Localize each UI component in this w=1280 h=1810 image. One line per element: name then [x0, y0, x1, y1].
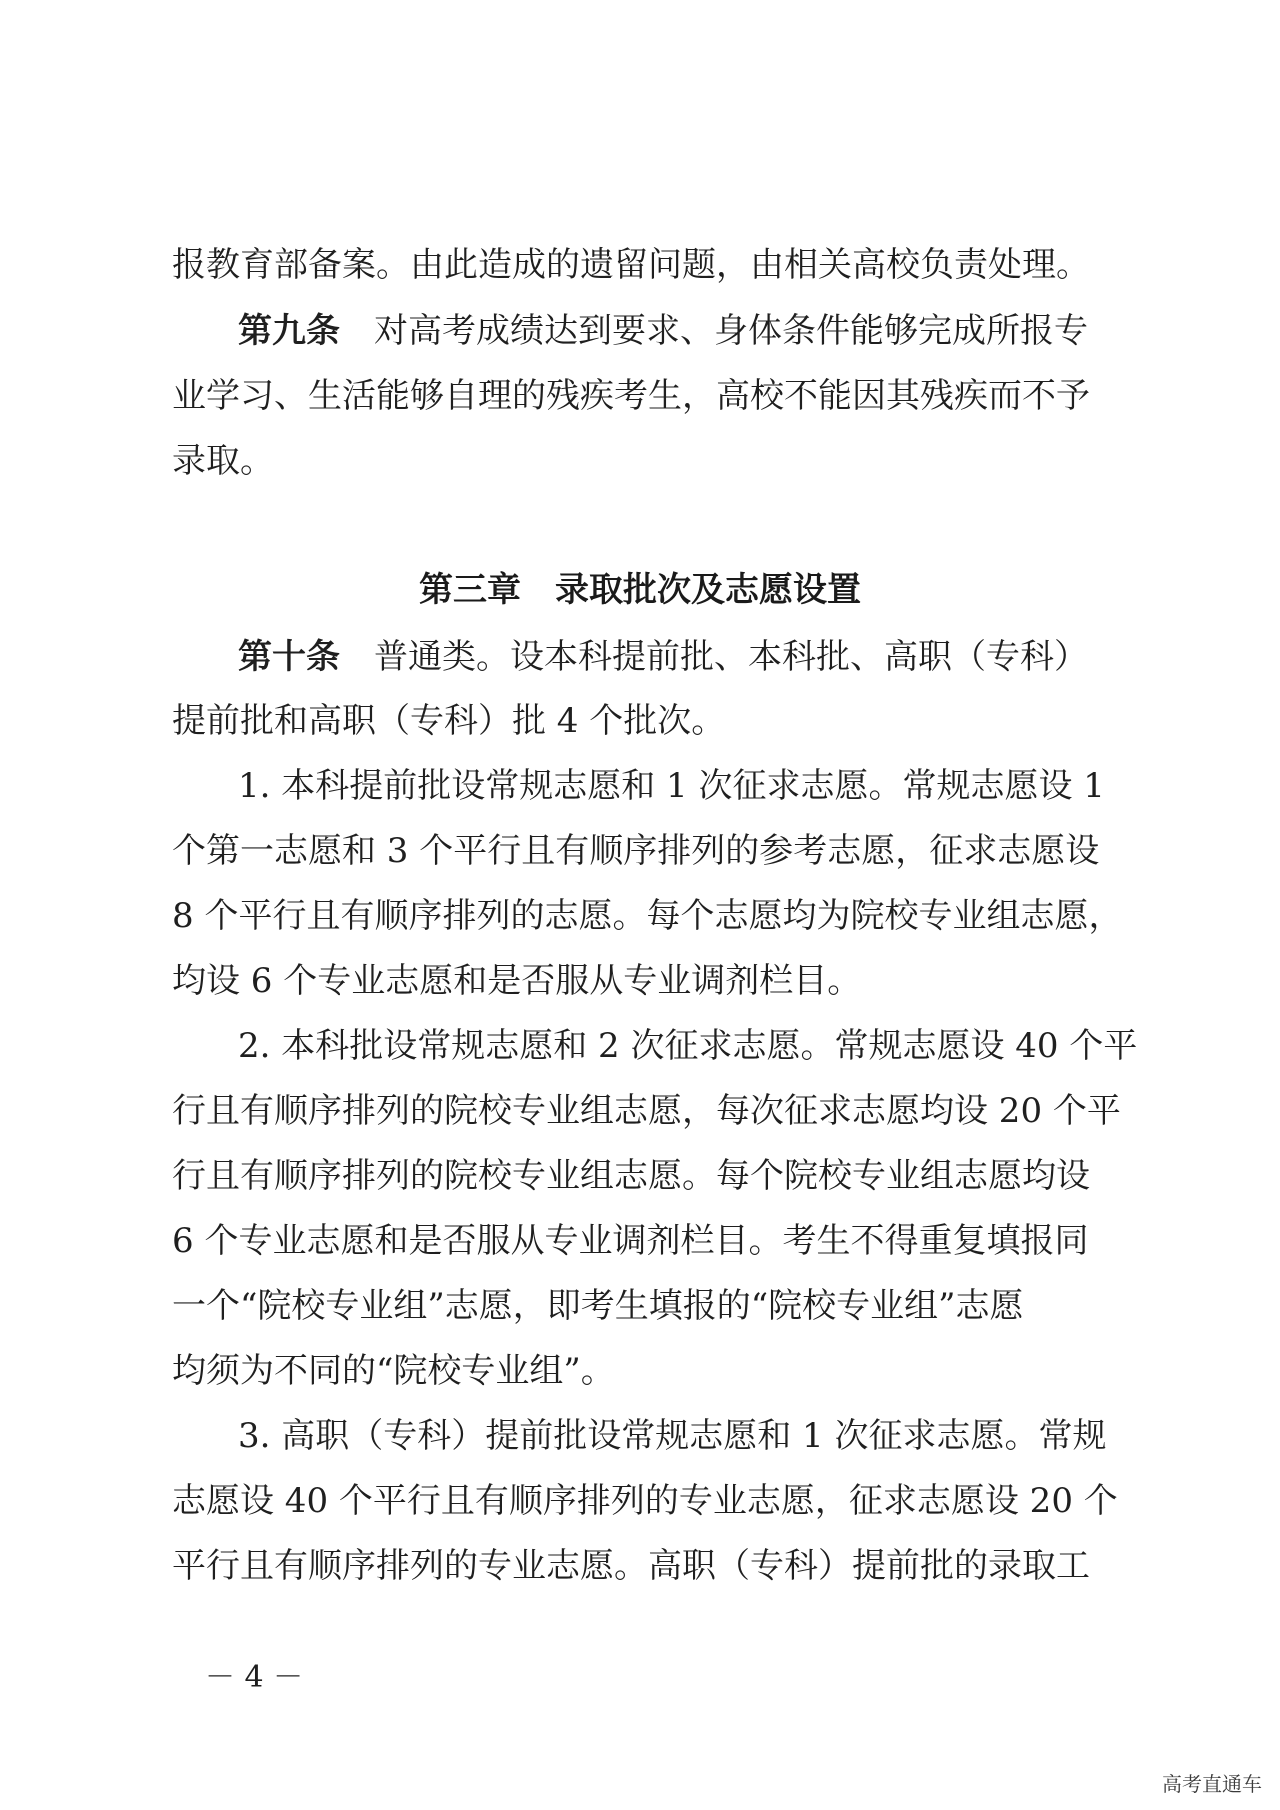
- item-1-line-1: 1. 本科提前批设常规志愿和 1 次征求志愿。常规志愿设 1: [238, 766, 1105, 806]
- article-9-line-3: 录取。: [172, 441, 274, 481]
- item-1-line-3: 8 个平行且有顺序排列的志愿。每个志愿均为院校专业组志愿，: [172, 896, 1123, 936]
- article-9-text: 对高考成绩达到要求、身体条件能够完成所报专: [374, 311, 1088, 351]
- item-2-line-5: 一个“院校专业组”志愿，即考生填报的“院校专业组”志愿: [172, 1286, 1024, 1326]
- article-10-line-2: 提前批和高职（专科）批 4 个批次。: [172, 701, 726, 741]
- item-2-line-1: 2. 本科批设常规志愿和 2 次征求志愿。常规志愿设 40 个平: [238, 1026, 1138, 1066]
- article-10-line-1: [238, 637, 1088, 677]
- item-1-line-2: 个第一志愿和 3 个平行且有顺序排列的参考志愿，征求志愿设: [172, 831, 1100, 871]
- article-9-line-2: 业学习、生活能够自理的残疾考生，高校不能因其残疾而不予: [172, 376, 1090, 416]
- article-10-label: 第十条: [238, 637, 340, 677]
- chapter-title: 第三章 录取批次及志愿设置: [419, 570, 861, 610]
- article-9-label: 第九条: [238, 311, 340, 351]
- item-2-line-2: 行且有顺序排列的院校专业组志愿，每次征求志愿均设 20 个平: [172, 1091, 1121, 1131]
- page-number: － 4 －: [205, 1660, 304, 1695]
- article-10-text: 普通类。设本科提前批、本科批、高职（专科）: [374, 637, 1088, 677]
- item-2-line-3: 行且有顺序排列的院校专业组志愿。每个院校专业组志愿均设: [172, 1156, 1090, 1196]
- item-1-line-4: 均设 6 个专业志愿和是否服从专业调剂栏目。: [172, 961, 862, 1001]
- item-3-line-2: 志愿设 40 个平行且有顺序排列的专业志愿，征求志愿设 20 个: [172, 1481, 1118, 1521]
- item-2-line-4: 6 个专业志愿和是否服从专业调剂栏目。考生不得重复填报同: [172, 1221, 1089, 1261]
- watermark: 高考直通车: [1162, 1772, 1262, 1796]
- item-2-line-6: 均须为不同的“院校专业组”。: [172, 1351, 615, 1391]
- intro-line: 报教育部备案。由此造成的遗留问题，由相关高校负责处理。: [172, 245, 1090, 285]
- item-3-line-1: 3. 高职（专科）提前批设常规志愿和 1 次征求志愿。常规: [238, 1416, 1107, 1456]
- article-9-line-1: [238, 311, 1088, 351]
- item-3-line-3: 平行且有顺序排列的专业志愿。高职（专科）提前批的录取工: [172, 1546, 1090, 1586]
